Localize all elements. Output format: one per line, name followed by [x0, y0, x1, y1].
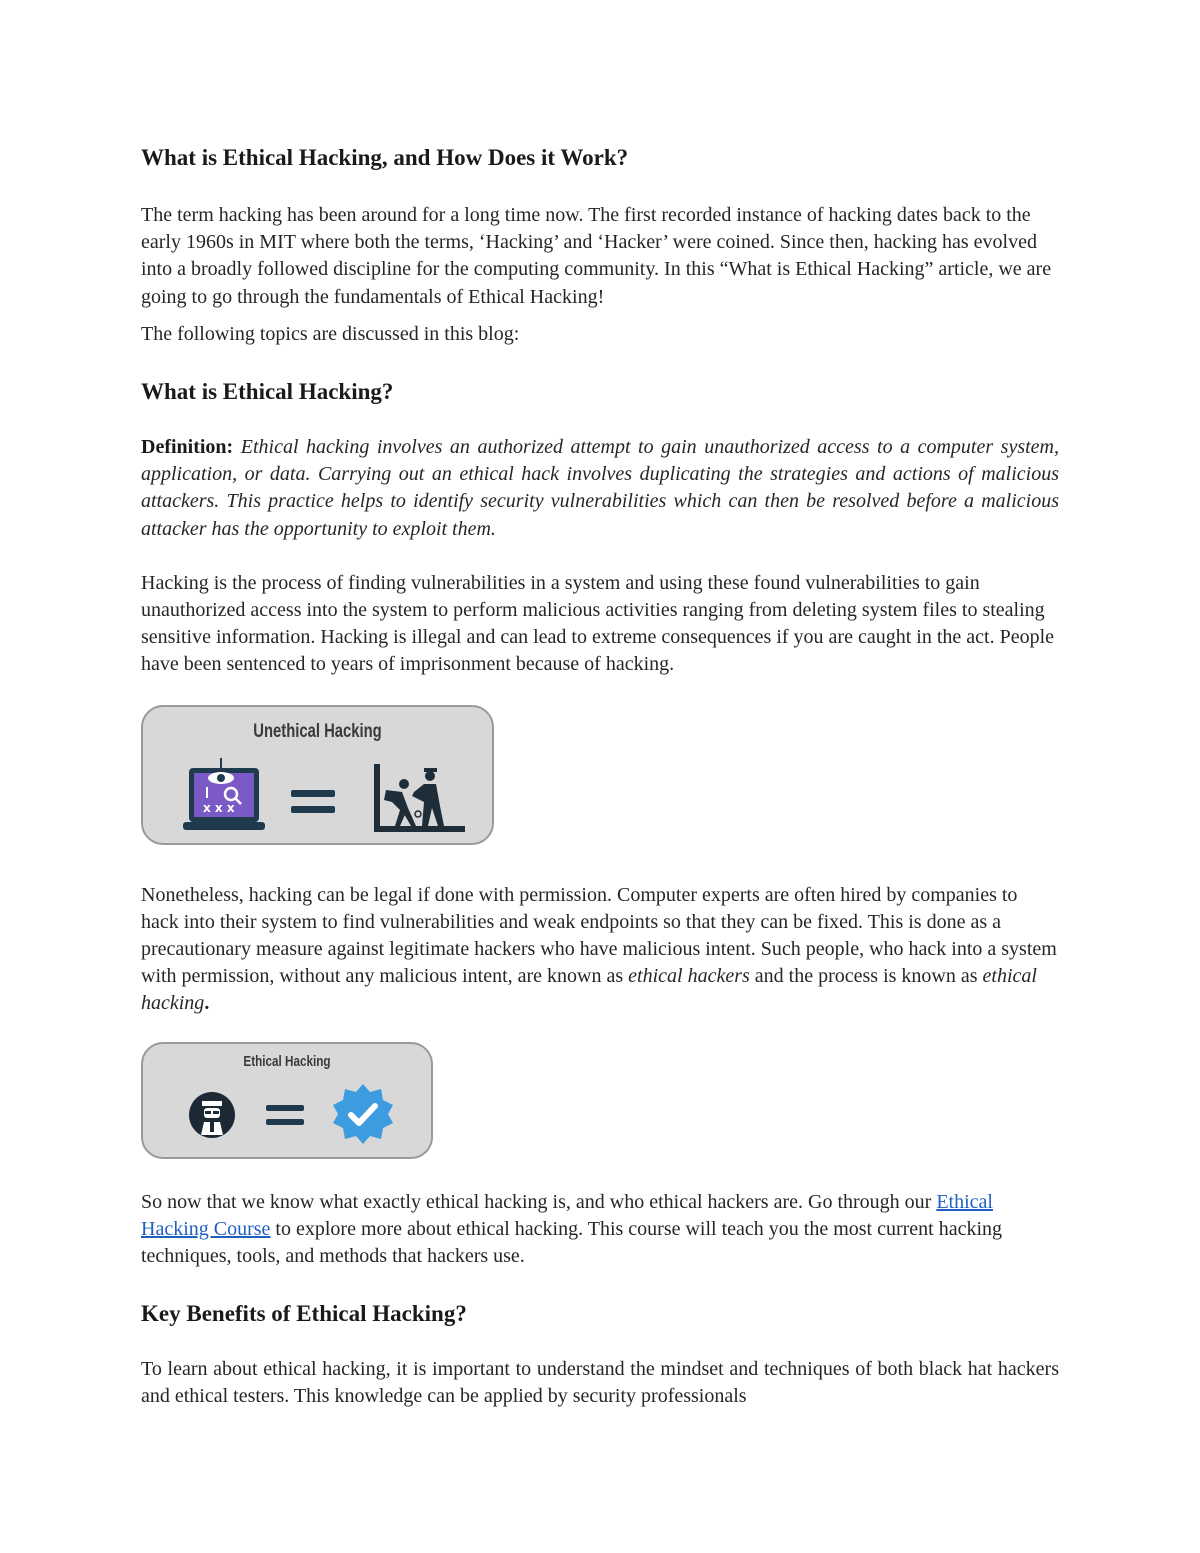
equals-icon [291, 790, 335, 813]
topics-line: The following topics are discussed in this blog: [141, 322, 520, 345]
hacker-avatar-icon [188, 1091, 236, 1139]
figure-title: Ethical Hacking [243, 1052, 331, 1070]
definition-text: Ethical hacking involves an authorized attempt to gain unauthorized access to a computer system, application, or data. Carrying out an ethical hack involves duplicating the strategies and actions of malicious attackers. This practice helps to identify security vulnerabilities which can then be resolved before a malicious attacker has the opportunity to exploit them. [141, 436, 1059, 540]
course-paragraph [141, 1189, 1059, 1271]
course-text-before: So now that we know what exactly ethical hacking is, and who ethical hackers are. Go through our [141, 1190, 932, 1213]
equals-icon [266, 1105, 304, 1125]
definition-paragraph [141, 434, 1059, 543]
document-content [141, 143, 1059, 1411]
course-text-after: to explore more about ethical hacking. This course will teach you the most current hacking techniques, tools, and methods that hackers use. [141, 1217, 1003, 1268]
nonetheless-paragraph [141, 882, 1059, 1018]
verified-badge-icon [331, 1082, 395, 1146]
document-title: What is Ethical Hacking, and How Does it Work? [141, 145, 629, 170]
ethical-hacking-course-link[interactable]: Ethical Hacking Course [141, 1190, 993, 1240]
ethical-hacking-term: ethical hacking [141, 965, 1037, 1015]
ethical-hackers-term: ethical hackers [628, 965, 750, 988]
hacked-laptop-icon [183, 754, 265, 834]
hacking-paragraph: Hacking is the process of finding vulnerabilities in a system and using these found vulnerabilities to gain unauthorized access into the system to perform malicious activities ranging from deleting system files to stealing sensitive information. Hacking is illegal and can lead to extreme consequences if you are caught in the act. People have been sentenced to years of imprisonment because of hacking. [141, 571, 1055, 676]
nonetheless-text: Nonetheless, hacking can be legal if done with permission. Computer experts are often hired by companies to hack into their system to find vulnerabilities and weak endpoints so that they can be fixed. This is done as a precautionary measure against legitimate hackers who have malicious intent. Such people, who hack into a system with permission, without any malicious intent, are known as [141, 883, 1057, 988]
benefits-paragraph: To learn about ethical hacking, it is important to understand the mindset and techniques of both black hat hackers and ethical testers. This knowledge can be applied by security professionals [141, 1358, 1059, 1408]
ethical-hacking-figure [141, 1042, 433, 1159]
svg-text:x x x: x x x [203, 800, 235, 815]
arrest-icon [372, 762, 467, 834]
unethical-hacking-figure [141, 705, 494, 845]
intro-paragraph: The term hacking has been around for a long time now. The first recorded instance of hacking dates back to the early 1960s in MIT where both the terms, ‘Hacking’ and ‘Hacker’ were coined. Since then, hacking has evolved into a broadly followed discipline for the computing community. In this “What is Ethical Hacking” article, we are going to go through the fundamentals of Ethical Hacking! [141, 204, 1052, 308]
figure-title: Unethical Hacking [253, 720, 382, 742]
sentence-period: . [204, 992, 210, 1015]
section-heading-what-is-ethical-hacking: What is Ethical Hacking? [141, 379, 394, 405]
section-heading-key-benefits: Key Benefits of Ethical Hacking? [141, 1301, 467, 1327]
and-process-text: and the process is known as [754, 965, 978, 988]
definition-label: Definition: [141, 436, 234, 459]
